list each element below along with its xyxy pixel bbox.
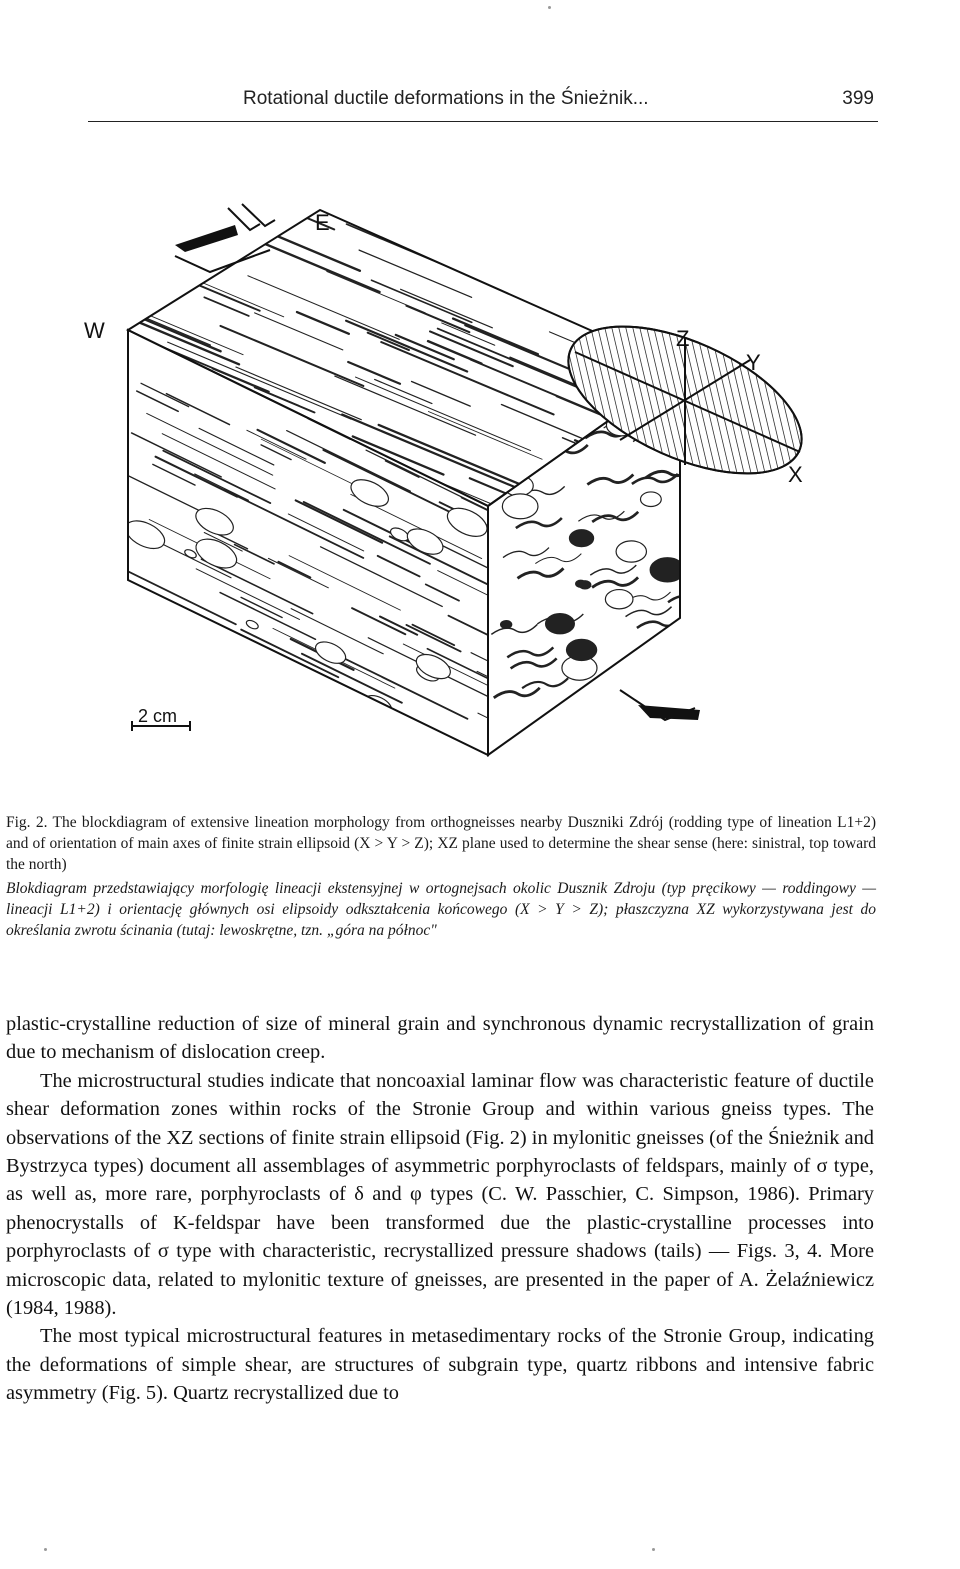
- label-x-axis: X: [788, 462, 803, 487]
- shear-arrow-bottom-icon: [620, 690, 700, 720]
- stray-mark: [652, 1548, 655, 1551]
- stray-mark: [548, 6, 551, 9]
- caption-english: Fig. 2. The blockdiagram of extensive lineation morphology from orthogneisses nearby Duszniki Zdrój (rodding type of lineation L1+2) and of orientation of main axes of finite strain ellipsoid (X > Y > Z); XZ plane used to determine the shear sense (here: sinistral, top toward the north): [6, 814, 876, 874]
- body-paragraph-1: plastic-crystalline reduction of size of mineral grain and synchronous dynamic recrystallization of grain due to mechanism of dislocation creep.: [6, 1013, 874, 1064]
- figure-caption: [6, 812, 876, 941]
- body-text: [6, 1010, 874, 1408]
- body-paragraph-3: The most typical microstructural features in metasedimentary rocks of the Stronie Group, indicating the deformations of simple shear, are structures of subgrain type, quartz ribbons and intensive fabric asymmetry (Fig. 5). Quartz recrystallized due to: [6, 1325, 874, 1405]
- shear-arrow-top-icon: [175, 204, 275, 272]
- caption-polish: Blokdiagram przedstawiający morfologię lineacji ekstensyjnej w ortognejsach okolic Dusznik Zdroju (typ pręcikowy — roddingowy — lineacji L1+2) i orientację głównych osi elipsoidy odkształcenia końcowego (X > Y > Z); płaszczyzna XZ wykorzystywana jest do określania zwrotu ścinania (tutaj: lewoskrętne, tzn. „góra na północ": [6, 879, 876, 940]
- header-rule: [88, 121, 878, 122]
- label-scale: 2 cm: [138, 706, 178, 726]
- stray-mark: [44, 1548, 47, 1551]
- running-head: [88, 88, 880, 116]
- page-number: 399: [842, 88, 874, 109]
- figure-block-diagram: [60, 190, 900, 770]
- running-head-title: Rotational ductile deformations in the Śnieżnik...: [243, 88, 649, 109]
- label-y-axis: Y: [746, 350, 761, 375]
- label-z-axis: Z: [676, 326, 690, 351]
- label-west: W: [84, 318, 105, 343]
- body-paragraph-2: The microstructural studies indicate that noncoaxial laminar flow was characteristic feature of ductile shear deformation zones within rocks of the Stronie Group and within various gneiss types. The observations of the XZ sections of finite strain ellipsoid (Fig. 2) in mylonitic gneisses (of the Śnieżnik and Bystrzyca types) document all assemblages of asymmetric porphyroclasts of feldspars, mainly of σ type, as well as, more rare, porphyroclasts of δ and φ types (C. W. Passchier, C. Simpson, 1986). Primary phenocrystalls of K-feldspar have been transformed due the plastic-crystalline processes into porphyroclasts of σ type with characteristic, recrystallized pressure shadows (tails) — Figs. 3, 4. More microscopic data, related to mylonitic texture of gneisses, are presented in the paper of A. Żelaźniewicz (1984, 1988).: [6, 1069, 874, 1320]
- block-diagram-drawing: [60, 190, 900, 770]
- label-east: E: [315, 210, 330, 235]
